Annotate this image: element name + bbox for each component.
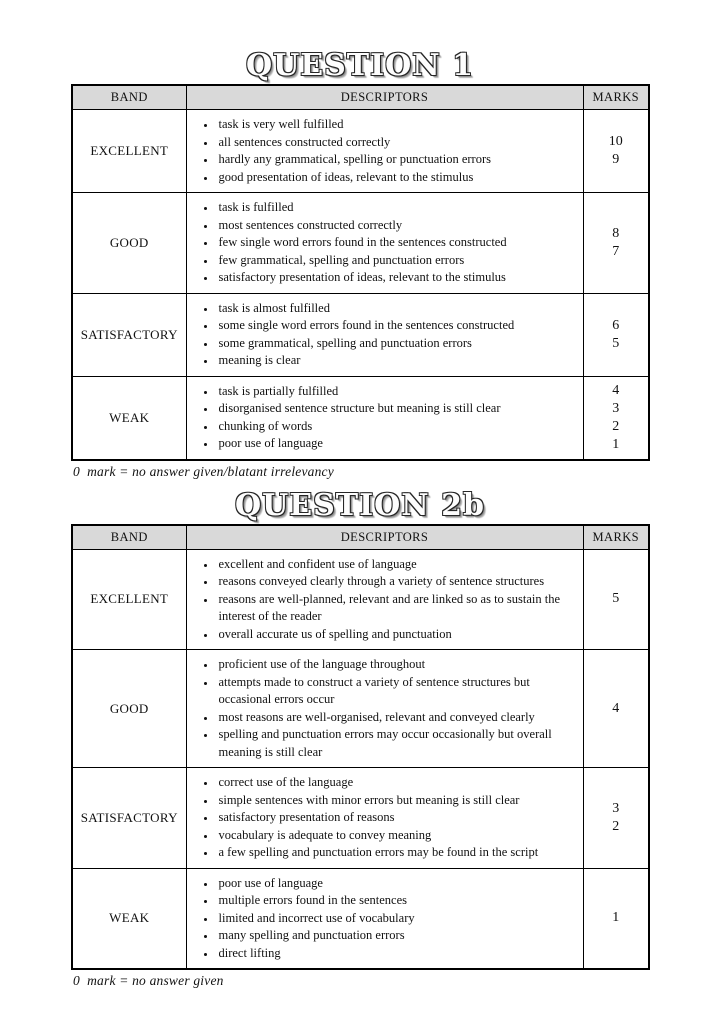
descriptor-item: • multiple errors found in the sentences	[216, 892, 577, 910]
mark-value: 9	[612, 152, 620, 167]
document-page	[71, 0, 649, 989]
rubric-row-weak	[72, 376, 649, 460]
descriptor-item: • poor use of language	[216, 875, 577, 893]
column-header-marks: MARKS	[583, 525, 649, 550]
descriptor-list	[191, 383, 577, 453]
descriptor-item: • satisfactory presentation of reasons	[216, 809, 577, 827]
descriptor-item: • all sentences constructed correctly	[216, 134, 577, 152]
descriptors-cell	[186, 376, 583, 460]
descriptor-item: • excellent and confident use of language	[216, 556, 577, 574]
marks-cell	[583, 110, 649, 193]
rubric-row-good	[72, 193, 649, 294]
mark-value: 5	[612, 591, 620, 607]
mark-value: 1	[612, 910, 620, 926]
descriptor-item: • good presentation of ideas, relevant to the stimulus	[216, 169, 577, 187]
descriptor-item: • most sentences constructed correctly	[216, 217, 577, 235]
descriptor-item: • disorganised sentence structure but meaning is still clear	[216, 400, 577, 418]
header-row	[72, 85, 649, 110]
question-1-title: QUESTION 1	[245, 48, 475, 83]
band-label: EXCELLENT	[72, 549, 186, 650]
descriptor-item: • few single word errors found in the sentences constructed	[216, 234, 577, 252]
mark-value: 6	[612, 317, 620, 333]
descriptor-item: • satisfactory presentation of ideas, relevant to the stimulus	[216, 269, 577, 287]
descriptor-item: • vocabulary is adequate to convey meaning	[216, 827, 577, 845]
descriptor-list	[191, 116, 577, 186]
mark-value: 2	[612, 818, 620, 834]
band-label: GOOD	[72, 193, 186, 294]
band-label: SATISFACTORY	[72, 293, 186, 376]
mark-value: 2	[612, 418, 620, 434]
mark-value: 10	[608, 134, 623, 149]
descriptor-list	[191, 199, 577, 287]
marks-cell	[583, 193, 649, 294]
descriptor-item: • some single word errors found in the sentences constructed	[216, 317, 577, 335]
band-label: EXCELLENT	[72, 110, 186, 193]
descriptor-item: • chunking of words	[216, 418, 577, 436]
descriptor-list	[191, 875, 577, 963]
descriptor-item: • limited and incorrect use of vocabulary	[216, 910, 577, 928]
descriptor-list	[191, 300, 577, 370]
rubric-row-weak	[72, 868, 649, 969]
rubric-row-excellent	[72, 549, 649, 650]
descriptor-item: • few grammatical, spelling and punctuation errors	[216, 252, 577, 270]
descriptor-item: • poor use of language	[216, 435, 577, 453]
descriptor-item: • some grammatical, spelling and punctuation errors	[216, 335, 577, 353]
mark-value: 4	[612, 382, 620, 398]
descriptor-item: • direct lifting	[216, 945, 577, 963]
descriptor-item: • task is very well fulfilled	[216, 116, 577, 134]
band-label: GOOD	[72, 650, 186, 768]
mark-value: 8	[612, 225, 620, 241]
descriptor-item: • simple sentences with minor errors but meaning is still clear	[216, 792, 577, 810]
mark-value: 1	[612, 436, 620, 452]
marks-cell	[583, 650, 649, 768]
descriptor-item: • hardly any grammatical, spelling or punctuation errors	[216, 151, 577, 169]
descriptors-cell	[186, 293, 583, 376]
header-row	[72, 525, 649, 550]
descriptors-cell	[186, 868, 583, 969]
question-1-footnote: 0 mark = no answer given/blatant irrelevancy	[73, 463, 334, 479]
descriptor-item: • proficient use of the language throughout	[216, 656, 577, 674]
descriptor-item: • most reasons are well-organised, relevant and conveyed clearly	[216, 709, 577, 727]
descriptors-cell	[186, 650, 583, 768]
marks-cell	[583, 768, 649, 869]
descriptors-cell	[186, 110, 583, 193]
mark-value: 4	[612, 700, 620, 716]
question-2b-title: QUESTION 2b	[234, 487, 486, 523]
mark-value: 5	[612, 335, 620, 351]
descriptor-item: • reasons are well-planned, relevant and are linked so as to sustain the interest of the reader	[216, 591, 577, 626]
mark-value: 3	[612, 800, 620, 816]
descriptor-item: • meaning is clear	[216, 352, 577, 370]
question-2b-section	[71, 488, 649, 990]
marks-cell	[583, 868, 649, 969]
marks-cell	[583, 549, 649, 650]
descriptor-item: • many spelling and punctuation errors	[216, 927, 577, 945]
rubric-row-satisfactory	[72, 293, 649, 376]
descriptor-item: • reasons conveyed clearly through a variety of sentence structures	[216, 573, 577, 591]
column-header-band: BAND	[72, 85, 186, 110]
descriptors-cell	[186, 768, 583, 869]
marks-cell	[583, 293, 649, 376]
descriptor-item: • task is almost fulfilled	[216, 300, 577, 318]
question-2b-rubric-table	[71, 524, 650, 971]
rubric-row-satisfactory	[72, 768, 649, 869]
rubric-row-good	[72, 650, 649, 768]
column-header-band: BAND	[72, 525, 186, 550]
descriptor-item: • a few spelling and punctuation errors may be found in the script	[216, 844, 577, 862]
marks-cell	[583, 376, 649, 460]
descriptors-cell	[186, 193, 583, 294]
descriptor-item: • task is partially fulfilled	[216, 383, 577, 401]
descriptor-item: • spelling and punctuation errors may occur occasionally but overall meaning is still clear	[216, 726, 577, 761]
question-2b-footnote: 0 mark = no answer given	[73, 973, 224, 988]
question-1-rubric-table	[71, 84, 650, 461]
descriptor-item: • correct use of the language	[216, 774, 577, 792]
descriptor-list	[191, 774, 577, 862]
band-label: WEAK	[72, 376, 186, 460]
descriptors-cell	[186, 549, 583, 650]
question-1-section	[71, 48, 649, 480]
descriptor-item: • attempts made to construct a variety of sentence structures but occasional errors occur	[216, 674, 577, 709]
mark-value: 7	[612, 243, 620, 259]
column-header-descriptors: DESCRIPTORS	[186, 525, 583, 550]
mark-value: 3	[612, 400, 620, 416]
descriptor-item: • task is fulfilled	[216, 199, 577, 217]
descriptor-item: • overall accurate us of spelling and punctuation	[216, 626, 577, 644]
band-label: WEAK	[72, 868, 186, 969]
band-label: SATISFACTORY	[72, 768, 186, 869]
column-header-descriptors: DESCRIPTORS	[186, 85, 583, 110]
descriptor-list	[191, 556, 577, 644]
rubric-row-excellent	[72, 110, 649, 193]
descriptor-list	[191, 656, 577, 761]
column-header-marks: MARKS	[583, 85, 649, 110]
